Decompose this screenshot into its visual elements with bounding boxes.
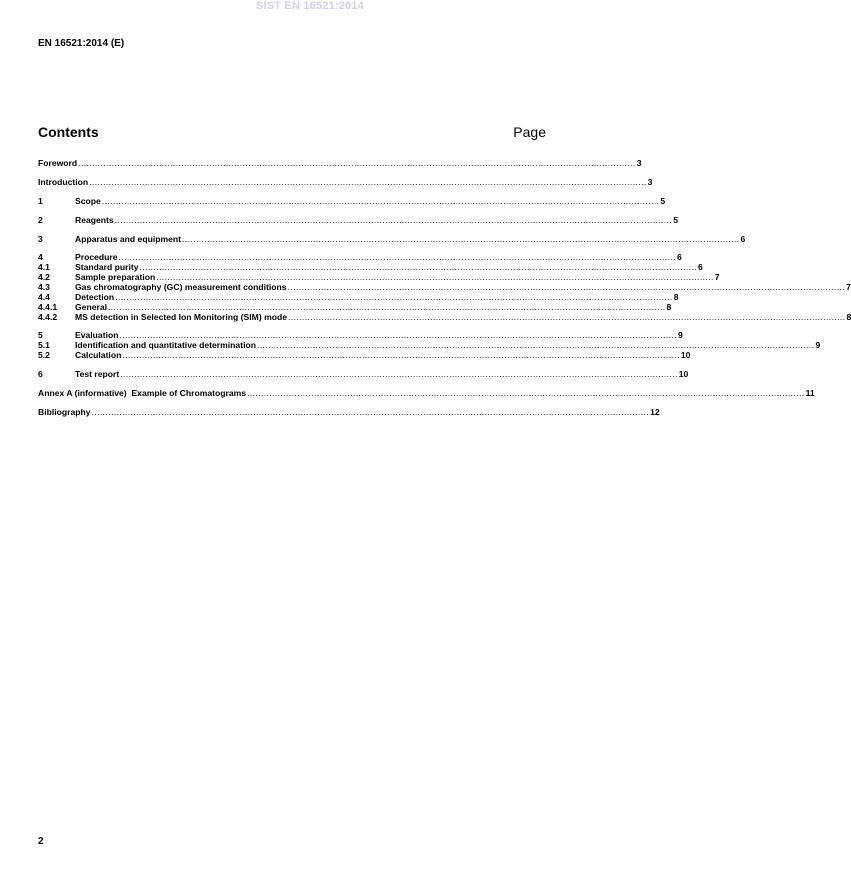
toc-entry-4-3[interactable] <box>38 282 851 292</box>
toc-entry-4[interactable] <box>38 252 682 262</box>
toc-entry-page: 3 <box>636 158 642 168</box>
toc-entry-5[interactable] <box>38 330 683 340</box>
toc-entry-title: Annex A (informative) Example of Chromatograms <box>38 388 247 398</box>
toc-entry-page: 10 <box>678 369 689 379</box>
toc-leader-dots: ........................................................................................................................................................................................................ <box>108 302 666 312</box>
toc-entry-1[interactable] <box>38 196 666 206</box>
toc-entry-number: 1 <box>38 196 43 206</box>
toc-entry-4-4[interactable] <box>38 292 679 302</box>
toc-leader-dots: ........................................................................................................................................................................................................ <box>119 330 677 340</box>
toc-entry-number: 4.1 <box>38 262 50 272</box>
toc-entry-page: 6 <box>677 252 682 262</box>
toc-leader-dots: ........................................................................................................................................................................................................ <box>287 312 846 322</box>
toc-entry-title: General <box>75 302 108 312</box>
toc-entry-title: Foreword <box>38 158 78 168</box>
toc-entry-page: 8 <box>846 312 851 322</box>
toc-entry-title: Introduction <box>38 177 89 187</box>
toc-leader-dots: ........................................................................................................................................................................................................ <box>114 215 673 225</box>
toc-entry-title: Standard purity <box>75 262 139 272</box>
toc-entry-number: 4.4.2 <box>38 312 58 322</box>
watermark: SIST EN 16521:2014 <box>255 0 365 12</box>
toc-leader-dots: ........................................................................................................................................................................................................ <box>115 292 673 302</box>
toc-entry-title: Bibliography <box>38 407 91 417</box>
toc-entry-title: Sample preparation <box>75 272 156 282</box>
toc-entry-page: 3 <box>647 177 653 187</box>
toc-entry-annex-a[interactable] <box>38 388 815 398</box>
page-column-label: Page <box>513 124 546 140</box>
table-of-contents <box>38 158 851 417</box>
toc-leader-dots: ........................................................................................................................................................................................................ <box>122 350 680 360</box>
toc-entry-title: Gas chromatography (GC) measurement conditions <box>75 282 287 292</box>
toc-entry-page: 12 <box>650 407 660 417</box>
toc-entry-title: Apparatus and equipment <box>75 234 181 244</box>
toc-entry-bibliography[interactable] <box>38 407 660 417</box>
toc-entry-page: 5 <box>660 196 666 206</box>
toc-leader-dots: ........................................................................................................................................................................................................ <box>287 282 846 292</box>
toc-entry-number: 4.4.1 <box>38 302 58 312</box>
toc-entry-title: MS detection in Selected Ion Monitoring (SIM) mode <box>75 312 287 322</box>
toc-entry-2[interactable] <box>38 215 678 225</box>
toc-entry-introduction[interactable] <box>38 177 653 187</box>
toc-entry-page: 5 <box>673 215 678 225</box>
toc-entry-foreword[interactable] <box>38 158 642 168</box>
toc-entry-page: 8 <box>666 302 672 312</box>
toc-leader-dots: ........................................................................................................................................................................................................ <box>256 340 815 350</box>
toc-entry-title: Procedure <box>75 252 118 262</box>
toc-entry-number: 4.3 <box>38 282 50 292</box>
toc-entry-number: 5.2 <box>38 350 50 360</box>
toc-entry-title: Scope <box>75 196 101 206</box>
toc-entry-number: 4.4 <box>38 292 50 302</box>
toc-entry-4-1[interactable] <box>38 262 703 272</box>
toc-entry-page: 8 <box>673 292 679 302</box>
toc-entry-page: 10 <box>680 350 691 360</box>
toc-entry-number: 3 <box>38 234 43 244</box>
toc-entry-page: 9 <box>815 340 821 350</box>
toc-entry-5-2[interactable] <box>38 350 691 360</box>
toc-entry-6[interactable] <box>38 369 689 379</box>
toc-leader-dots: ........................................................................................................................................................................................................ <box>120 369 678 379</box>
toc-entry-4-4-2[interactable] <box>38 312 851 322</box>
toc-entry-title: Detection <box>75 292 115 302</box>
toc-leader-dots: ........................................................................................................................................................................................................ <box>101 196 660 206</box>
toc-entry-5-1[interactable] <box>38 340 821 350</box>
toc-leader-dots: ........................................................................................................................................................................................................ <box>118 252 677 262</box>
toc-leader-dots: ........................................................................................................................................................................................................ <box>89 177 647 187</box>
toc-entry-number: 5 <box>38 330 43 340</box>
toc-entry-title: Reagents <box>75 215 114 225</box>
document-id-header: EN 16521:2014 (E) <box>38 38 125 49</box>
toc-entry-page: 7 <box>714 272 720 282</box>
toc-entry-title: Identification and quantitative determination <box>75 340 256 350</box>
toc-entry-title: Test report <box>75 369 120 379</box>
toc-entry-title: Evaluation <box>75 330 119 340</box>
toc-leader-dots: ........................................................................................................................................................................................................ <box>139 262 698 272</box>
toc-entry-4-2[interactable] <box>38 272 720 282</box>
toc-leader-dots: ........................................................................................................................................................................................................ <box>78 158 636 168</box>
toc-leader-dots: ........................................................................................................................................................................................................ <box>91 407 650 417</box>
toc-leader-dots: ........................................................................................................................................................................................................ <box>156 272 714 282</box>
toc-entry-page: 6 <box>740 234 746 244</box>
toc-leader-dots: ........................................................................................................................................................................................................ <box>247 388 805 398</box>
toc-entry-title: Calculation <box>75 350 122 360</box>
toc-entry-page: 11 <box>805 388 815 398</box>
page-number: 2 <box>38 836 44 847</box>
toc-entry-4-4-1[interactable] <box>38 302 672 312</box>
toc-entry-page: 6 <box>698 262 703 272</box>
toc-entry-3[interactable] <box>38 234 746 244</box>
contents-heading: Contents <box>38 124 99 140</box>
toc-entry-number: 2 <box>38 215 43 225</box>
toc-entry-number: 4.2 <box>38 272 50 282</box>
toc-entry-page: 7 <box>846 282 851 292</box>
toc-leader-dots: ........................................................................................................................................................................................................ <box>182 234 740 244</box>
toc-entry-number: 4 <box>38 252 43 262</box>
toc-entry-number: 5.1 <box>38 340 50 350</box>
toc-entry-number: 6 <box>38 369 43 379</box>
toc-entry-page: 9 <box>678 330 683 340</box>
